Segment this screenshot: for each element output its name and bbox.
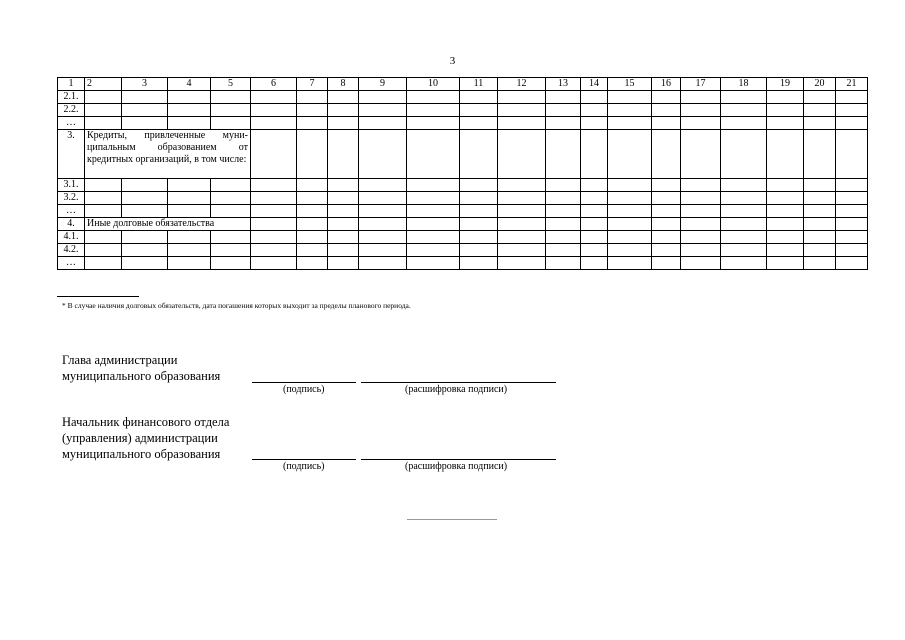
table-cell bbox=[608, 192, 652, 205]
header-cell: 10 bbox=[407, 78, 460, 91]
table-cell bbox=[122, 205, 168, 218]
table-cell bbox=[168, 192, 211, 205]
table-cell bbox=[836, 257, 868, 270]
table-cell bbox=[85, 117, 122, 130]
table-cell bbox=[359, 104, 407, 117]
table-cell bbox=[328, 257, 359, 270]
table-cell bbox=[122, 244, 168, 257]
table-cell bbox=[836, 192, 868, 205]
table-header-row bbox=[58, 78, 868, 91]
bottom-rule bbox=[407, 519, 497, 520]
table-cell bbox=[767, 205, 804, 218]
table-cell bbox=[721, 130, 767, 179]
table-cell bbox=[297, 231, 328, 244]
table-cell bbox=[767, 257, 804, 270]
table-cell bbox=[767, 231, 804, 244]
table-row bbox=[58, 257, 868, 270]
table-cell bbox=[652, 179, 681, 192]
table-cell bbox=[652, 218, 681, 231]
table-cell bbox=[251, 117, 297, 130]
table-cell bbox=[168, 244, 211, 257]
table-cell bbox=[297, 179, 328, 192]
signature-field-2[interactable] bbox=[252, 459, 356, 460]
table-row bbox=[58, 104, 868, 117]
table-row bbox=[58, 231, 868, 244]
table-cell bbox=[211, 192, 251, 205]
table-cell bbox=[251, 244, 297, 257]
table-cell bbox=[581, 117, 608, 130]
table-cell bbox=[498, 244, 546, 257]
table-cell bbox=[652, 205, 681, 218]
table-cell bbox=[297, 218, 328, 231]
table-row bbox=[58, 192, 868, 205]
table-cell bbox=[721, 231, 767, 244]
table-cell bbox=[407, 91, 460, 104]
table-cell bbox=[546, 104, 581, 117]
table-cell bbox=[581, 218, 608, 231]
table-cell bbox=[652, 192, 681, 205]
signature-title-line: муниципального образования bbox=[62, 369, 221, 383]
table-cell bbox=[407, 130, 460, 179]
table-cell bbox=[460, 231, 498, 244]
table-cell bbox=[407, 231, 460, 244]
header-cell: 18 bbox=[721, 78, 767, 91]
table-cell bbox=[85, 205, 122, 218]
table-cell bbox=[608, 231, 652, 244]
table-cell bbox=[836, 104, 868, 117]
table-cell bbox=[85, 257, 122, 270]
table-cell bbox=[168, 205, 211, 218]
decoding-caption-2: (расшифровка подписи) bbox=[405, 461, 508, 472]
header-cell: 20 bbox=[804, 78, 836, 91]
table-cell bbox=[251, 104, 297, 117]
table-cell bbox=[460, 91, 498, 104]
table-cell bbox=[652, 231, 681, 244]
table-cell bbox=[652, 257, 681, 270]
row-number-cell: … bbox=[58, 205, 85, 218]
table-cell bbox=[328, 218, 359, 231]
row-description-cell: Иные долговые обязательства bbox=[85, 218, 251, 231]
table-row bbox=[58, 205, 868, 218]
signature-decoding-field-2[interactable] bbox=[361, 459, 556, 460]
signature-caption-1: (подпись) bbox=[283, 384, 325, 395]
table-cell bbox=[608, 117, 652, 130]
table-cell bbox=[681, 179, 721, 192]
table-cell bbox=[85, 91, 122, 104]
table-cell bbox=[122, 117, 168, 130]
table-row bbox=[58, 218, 868, 231]
table-cell bbox=[681, 192, 721, 205]
table-cell bbox=[359, 192, 407, 205]
table-cell bbox=[681, 244, 721, 257]
table-cell bbox=[581, 104, 608, 117]
table-cell bbox=[122, 192, 168, 205]
table-cell bbox=[721, 244, 767, 257]
table-cell bbox=[251, 179, 297, 192]
table-cell bbox=[328, 244, 359, 257]
table-cell bbox=[546, 192, 581, 205]
table-cell bbox=[498, 104, 546, 117]
table-cell bbox=[407, 257, 460, 270]
table-cell bbox=[608, 104, 652, 117]
table-cell bbox=[804, 91, 836, 104]
page-number: 3 bbox=[449, 55, 456, 67]
table-cell bbox=[211, 231, 251, 244]
table-cell bbox=[359, 244, 407, 257]
table-cell bbox=[359, 205, 407, 218]
table-cell bbox=[836, 130, 868, 179]
header-cell: 3 bbox=[122, 78, 168, 91]
table-cell bbox=[359, 91, 407, 104]
signature-title-1 bbox=[62, 352, 220, 384]
table-cell bbox=[359, 179, 407, 192]
table-cell bbox=[498, 91, 546, 104]
table-cell bbox=[546, 91, 581, 104]
table-cell bbox=[767, 91, 804, 104]
header-cell: 1 bbox=[58, 78, 85, 91]
header-cell: 15 bbox=[608, 78, 652, 91]
table-cell bbox=[211, 104, 251, 117]
table-cell bbox=[804, 192, 836, 205]
table-cell bbox=[546, 117, 581, 130]
signature-title-line: муниципального образования bbox=[62, 447, 221, 461]
table-cell bbox=[251, 91, 297, 104]
table-cell bbox=[608, 91, 652, 104]
table-cell bbox=[297, 257, 328, 270]
table-cell bbox=[251, 231, 297, 244]
table-cell bbox=[359, 257, 407, 270]
table-cell bbox=[328, 179, 359, 192]
table-cell bbox=[608, 179, 652, 192]
signature-field-1[interactable] bbox=[252, 382, 356, 383]
table-cell bbox=[681, 218, 721, 231]
table-cell bbox=[122, 104, 168, 117]
table-cell bbox=[328, 205, 359, 218]
table-cell bbox=[767, 104, 804, 117]
table-cell bbox=[681, 231, 721, 244]
header-cell: 6 bbox=[251, 78, 297, 91]
table-cell bbox=[581, 192, 608, 205]
table-cell bbox=[804, 104, 836, 117]
table-cell bbox=[460, 205, 498, 218]
table-cell bbox=[168, 257, 211, 270]
row-number-cell: 2.1. bbox=[58, 91, 85, 104]
table-cell bbox=[460, 192, 498, 205]
table-cell bbox=[122, 179, 168, 192]
table-cell bbox=[608, 218, 652, 231]
table-cell bbox=[168, 104, 211, 117]
table-cell bbox=[498, 117, 546, 130]
header-cell: 19 bbox=[767, 78, 804, 91]
table-row bbox=[58, 244, 868, 257]
table-cell bbox=[721, 205, 767, 218]
footnote-rule bbox=[57, 296, 139, 297]
table-cell bbox=[498, 192, 546, 205]
table-cell bbox=[804, 117, 836, 130]
table-cell bbox=[498, 205, 546, 218]
table-cell bbox=[328, 192, 359, 205]
table-cell bbox=[328, 104, 359, 117]
table-cell bbox=[804, 257, 836, 270]
row-number-cell: 3.2. bbox=[58, 192, 85, 205]
signature-title-line: Начальник финансового отдела bbox=[62, 415, 230, 429]
table-cell bbox=[211, 244, 251, 257]
table-cell bbox=[297, 205, 328, 218]
table-cell bbox=[581, 231, 608, 244]
table-cell bbox=[546, 244, 581, 257]
table-cell bbox=[460, 179, 498, 192]
row-number-cell: … bbox=[58, 117, 85, 130]
table-cell bbox=[804, 130, 836, 179]
table-cell bbox=[251, 192, 297, 205]
table-cell bbox=[498, 130, 546, 179]
table-cell bbox=[407, 179, 460, 192]
table-cell bbox=[546, 257, 581, 270]
table-cell bbox=[407, 104, 460, 117]
header-cell: 12 bbox=[498, 78, 546, 91]
table-cell bbox=[652, 104, 681, 117]
table-cell bbox=[721, 192, 767, 205]
table-cell bbox=[297, 192, 328, 205]
table-cell bbox=[211, 117, 251, 130]
header-cell: 13 bbox=[546, 78, 581, 91]
table-cell bbox=[546, 179, 581, 192]
table-cell bbox=[721, 179, 767, 192]
table-cell bbox=[168, 117, 211, 130]
table-cell bbox=[328, 117, 359, 130]
table-cell bbox=[652, 91, 681, 104]
table-cell bbox=[460, 257, 498, 270]
header-cell: 7 bbox=[297, 78, 328, 91]
table-cell bbox=[721, 257, 767, 270]
table-cell bbox=[297, 117, 328, 130]
table-cell bbox=[836, 91, 868, 104]
table-cell bbox=[581, 244, 608, 257]
signature-caption-2: (подпись) bbox=[283, 461, 325, 472]
table-row bbox=[58, 117, 868, 130]
table-cell bbox=[498, 179, 546, 192]
table-cell bbox=[85, 192, 122, 205]
table-cell bbox=[251, 218, 297, 231]
header-cell: 5 bbox=[211, 78, 251, 91]
table-cell bbox=[804, 205, 836, 218]
table-cell bbox=[836, 179, 868, 192]
table-cell bbox=[498, 231, 546, 244]
table-cell bbox=[328, 231, 359, 244]
table-cell bbox=[359, 117, 407, 130]
row-number-cell: 3.1. bbox=[58, 179, 85, 192]
table-cell bbox=[359, 130, 407, 179]
table-cell bbox=[122, 231, 168, 244]
table-cell bbox=[85, 104, 122, 117]
table-cell bbox=[168, 179, 211, 192]
table-cell bbox=[359, 218, 407, 231]
table-cell bbox=[498, 218, 546, 231]
table-cell bbox=[836, 231, 868, 244]
table-cell bbox=[460, 117, 498, 130]
header-cell: 14 bbox=[581, 78, 608, 91]
table-cell bbox=[211, 179, 251, 192]
table-cell bbox=[681, 104, 721, 117]
table-cell bbox=[581, 91, 608, 104]
table-cell bbox=[328, 91, 359, 104]
table-cell bbox=[681, 257, 721, 270]
table-cell bbox=[122, 257, 168, 270]
table-cell bbox=[581, 257, 608, 270]
table-cell bbox=[297, 244, 328, 257]
row-number-cell: 4.2. bbox=[58, 244, 85, 257]
header-cell: 4 bbox=[168, 78, 211, 91]
table-cell bbox=[836, 117, 868, 130]
table-cell bbox=[546, 130, 581, 179]
table-row bbox=[58, 91, 868, 104]
table-cell bbox=[297, 104, 328, 117]
table-cell bbox=[767, 130, 804, 179]
table-cell bbox=[168, 91, 211, 104]
table-cell bbox=[211, 205, 251, 218]
row-number-cell: 4.1. bbox=[58, 231, 85, 244]
table-cell bbox=[721, 218, 767, 231]
row-number-cell: 3. bbox=[58, 130, 85, 179]
row-number-cell: 4. bbox=[58, 218, 85, 231]
table-cell bbox=[608, 244, 652, 257]
table-cell bbox=[804, 244, 836, 257]
table-cell bbox=[407, 117, 460, 130]
table-cell bbox=[407, 192, 460, 205]
signature-decoding-field-1[interactable] bbox=[361, 382, 556, 383]
table-cell bbox=[251, 205, 297, 218]
table-cell bbox=[767, 244, 804, 257]
footnote: * В случае наличия долговых обязательств, дата погашения которых выходит за пределы планового периода. bbox=[62, 301, 411, 310]
table-cell bbox=[297, 91, 328, 104]
table-cell bbox=[721, 117, 767, 130]
table-cell bbox=[407, 205, 460, 218]
table-cell bbox=[498, 257, 546, 270]
table-cell bbox=[681, 91, 721, 104]
table-cell bbox=[681, 205, 721, 218]
table-cell bbox=[297, 130, 328, 179]
table-cell bbox=[407, 218, 460, 231]
table-cell bbox=[652, 244, 681, 257]
header-cell: 2 bbox=[85, 78, 122, 91]
debt-obligations-table bbox=[57, 77, 868, 270]
table-cell bbox=[767, 192, 804, 205]
table-cell bbox=[251, 257, 297, 270]
table-cell bbox=[681, 117, 721, 130]
table-cell bbox=[460, 218, 498, 231]
table-cell bbox=[546, 218, 581, 231]
row-number-cell: 2.2. bbox=[58, 104, 85, 117]
signature-title-2 bbox=[62, 414, 229, 462]
table-cell bbox=[767, 179, 804, 192]
table-cell bbox=[608, 205, 652, 218]
header-cell: 17 bbox=[681, 78, 721, 91]
table-cell bbox=[211, 257, 251, 270]
table-cell bbox=[359, 231, 407, 244]
table-cell bbox=[836, 218, 868, 231]
table-cell bbox=[581, 179, 608, 192]
table-cell bbox=[211, 91, 251, 104]
table-cell bbox=[804, 218, 836, 231]
table-cell bbox=[721, 104, 767, 117]
table-cell bbox=[721, 91, 767, 104]
table-cell bbox=[652, 130, 681, 179]
row-description-cell: Кредиты, привлеченные муни-ципальным образованием от кредитных организаций, в том числе: bbox=[85, 130, 251, 179]
signature-title-line: Глава администрации bbox=[62, 353, 178, 367]
signature-title-line: (управления) администрации bbox=[62, 431, 218, 445]
table-cell bbox=[85, 244, 122, 257]
row-number-cell: … bbox=[58, 257, 85, 270]
table-cell bbox=[168, 231, 211, 244]
table-cell bbox=[85, 179, 122, 192]
table-cell bbox=[546, 205, 581, 218]
table-cell bbox=[85, 231, 122, 244]
table-cell bbox=[804, 231, 836, 244]
table-cell bbox=[581, 205, 608, 218]
table-cell bbox=[608, 257, 652, 270]
header-cell: 16 bbox=[652, 78, 681, 91]
table-row bbox=[58, 179, 868, 192]
header-cell: 21 bbox=[836, 78, 868, 91]
table-cell bbox=[460, 130, 498, 179]
table-cell bbox=[328, 130, 359, 179]
table-cell bbox=[681, 130, 721, 179]
table-cell bbox=[836, 205, 868, 218]
table-cell bbox=[804, 179, 836, 192]
header-cell: 11 bbox=[460, 78, 498, 91]
table-cell bbox=[767, 218, 804, 231]
table-cell bbox=[836, 244, 868, 257]
table-cell bbox=[546, 231, 581, 244]
table-cell bbox=[407, 244, 460, 257]
table-row bbox=[58, 130, 868, 179]
table-cell bbox=[251, 130, 297, 179]
table-cell bbox=[460, 104, 498, 117]
table-cell bbox=[652, 117, 681, 130]
table-cell bbox=[581, 130, 608, 179]
table-cell bbox=[460, 244, 498, 257]
table-cell bbox=[122, 91, 168, 104]
decoding-caption-1: (расшифровка подписи) bbox=[405, 384, 508, 395]
table-cell bbox=[608, 130, 652, 179]
table-cell bbox=[767, 117, 804, 130]
header-cell: 9 bbox=[359, 78, 407, 91]
header-cell: 8 bbox=[328, 78, 359, 91]
